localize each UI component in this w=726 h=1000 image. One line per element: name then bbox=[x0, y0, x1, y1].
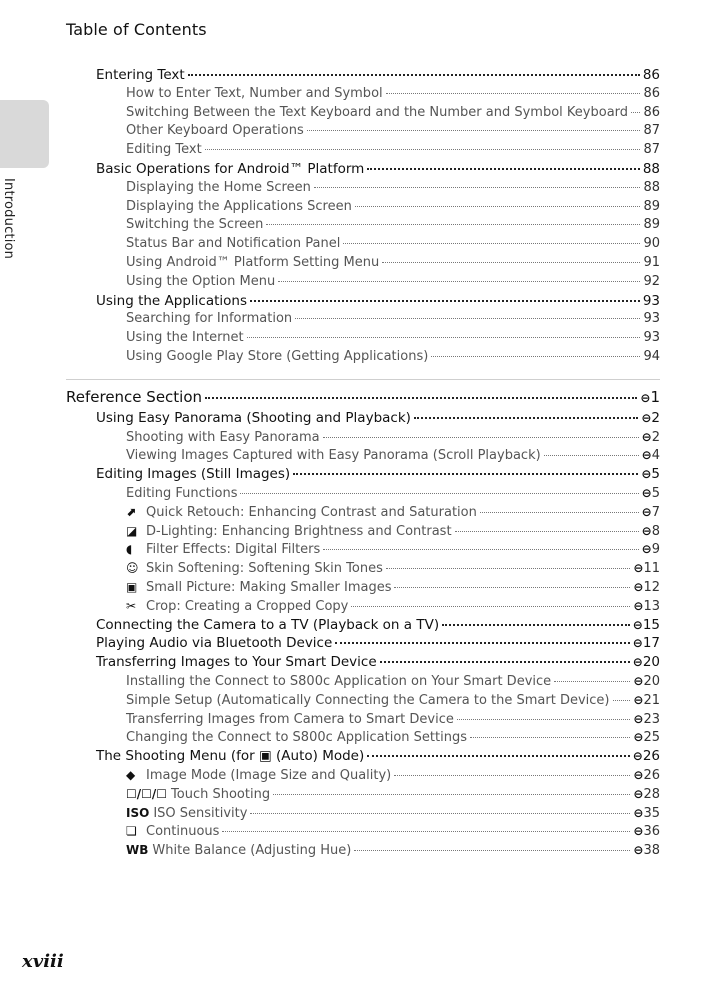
small-picture-icon: ▣ bbox=[126, 580, 138, 594]
toc-entry-page: 88 bbox=[642, 161, 660, 177]
toc-entry-page: 93 bbox=[643, 311, 660, 327]
toc-entry[interactable] bbox=[66, 388, 660, 407]
toc-entry[interactable] bbox=[126, 446, 660, 465]
continuous-icon: ❏ bbox=[126, 824, 137, 839]
iso-icon: ISO bbox=[126, 805, 150, 820]
dot-leader bbox=[307, 130, 641, 131]
section-tab[interactable] bbox=[0, 100, 49, 168]
toc-entry-page: ⊖5 bbox=[641, 466, 660, 483]
dot-leader bbox=[343, 243, 640, 244]
toc-entry-title: Using Easy Panorama (Shooting and Playback) bbox=[96, 409, 411, 426]
toc-entry-page: 88 bbox=[643, 179, 660, 195]
toc-entry-page: ⊖28 bbox=[633, 786, 660, 802]
toc-entry[interactable] bbox=[126, 766, 660, 785]
dot-leader bbox=[247, 337, 641, 338]
toc-entry[interactable] bbox=[126, 691, 660, 710]
reference-section-icon: ⊖ bbox=[633, 561, 643, 576]
toc-entry-title: ISO Sensitivity bbox=[153, 805, 248, 821]
toc-entry-title: Reference Section bbox=[66, 388, 203, 406]
toc-entry-page: 86 bbox=[642, 67, 660, 83]
toc-entry-title: Quick Retouch: Enhancing Contrast and Saturation bbox=[146, 504, 477, 520]
dot-leader bbox=[295, 318, 640, 319]
dot-leader bbox=[354, 850, 630, 851]
toc-entry-page: ⊖38 bbox=[633, 843, 660, 859]
toc-entry[interactable] bbox=[126, 198, 660, 216]
toc-entry-title: Connecting the Camera to a TV (Playback on a TV) bbox=[96, 616, 440, 633]
reference-section-icon: ⊖ bbox=[641, 542, 651, 557]
toc-entry[interactable] bbox=[126, 578, 660, 597]
toc-entry-title: Basic Operations for Android™ Platform bbox=[96, 161, 365, 177]
toc-entry-page: ⊖35 bbox=[633, 805, 660, 821]
toc-entry[interactable] bbox=[126, 785, 660, 804]
toc-entry[interactable] bbox=[126, 310, 660, 328]
toc-entry-title: Using Google Play Store (Getting Applications) bbox=[126, 349, 429, 364]
dot-leader bbox=[380, 661, 630, 663]
toc-entry-page: ⊖7 bbox=[641, 504, 660, 520]
toc-entry-page: ⊖21 bbox=[633, 692, 660, 708]
toc-entry-page: ⊖13 bbox=[633, 598, 660, 614]
reference-section-icon: ⊖ bbox=[633, 843, 643, 858]
toc-entry-title: D-Lighting: Enhancing Brightness and Contrast bbox=[146, 523, 452, 539]
toc-entry[interactable] bbox=[126, 728, 660, 747]
dot-leader bbox=[394, 775, 630, 776]
toc-entry[interactable] bbox=[126, 122, 660, 140]
toc-entry-title: Skin Softening: Softening Skin Tones bbox=[146, 561, 383, 577]
dot-leader bbox=[480, 512, 639, 513]
toc-entry-page: 86 bbox=[643, 104, 660, 120]
toc-entry-page: ⊖2 bbox=[641, 409, 660, 426]
toc-entry-page: ⊖2 bbox=[641, 429, 660, 445]
dot-leader bbox=[394, 587, 630, 588]
toc-entry-title: Using the Internet bbox=[126, 330, 244, 346]
toc-entry-title: Editing Functions bbox=[126, 486, 238, 501]
d-lighting-icon: ◪ bbox=[126, 523, 138, 538]
toc-entry-page: ⊖20 bbox=[633, 674, 660, 689]
toc-entry-title: Switching the Screen bbox=[126, 217, 264, 233]
reference-section-icon: ⊖ bbox=[641, 429, 651, 444]
filter-effects-icon: ◖ bbox=[126, 542, 133, 557]
toc-entry[interactable] bbox=[126, 559, 660, 578]
toc-entry-page: ⊖5 bbox=[641, 486, 660, 501]
dot-leader bbox=[367, 755, 630, 757]
toc-entry-title: Viewing Images Captured with Easy Panorama (Scroll Playback) bbox=[126, 448, 541, 464]
dot-leader bbox=[631, 112, 640, 113]
dot-leader bbox=[414, 417, 638, 419]
toc-entry-title: Shooting with Easy Panorama bbox=[126, 429, 320, 445]
toc-entry-title: Status Bar and Notification Panel bbox=[126, 236, 341, 252]
toc-entry-page: 87 bbox=[643, 123, 660, 139]
toc-entry-page: ⊖23 bbox=[633, 711, 660, 727]
toc-entry-title: Editing Images (Still Images) bbox=[96, 466, 291, 483]
toc-entry-title: Changing the Connect to S800c Application Settings bbox=[126, 730, 467, 746]
dot-leader bbox=[442, 624, 630, 626]
reference-section-icon: ⊖ bbox=[633, 692, 643, 707]
toc-entry-page: ⊖26 bbox=[633, 768, 660, 783]
toc-entry[interactable] bbox=[126, 254, 660, 272]
reference-section-icon: ⊖ bbox=[633, 711, 643, 726]
dot-leader bbox=[273, 794, 630, 795]
reference-section-icon: ⊖ bbox=[641, 504, 651, 519]
dot-leader bbox=[266, 224, 640, 225]
toc-entry[interactable] bbox=[96, 409, 660, 427]
toc-entry[interactable] bbox=[126, 822, 660, 841]
toc-entry[interactable] bbox=[96, 634, 660, 652]
dot-leader bbox=[314, 187, 641, 188]
toc-entry-page: 94 bbox=[643, 349, 660, 364]
reference-section-icon: ⊖ bbox=[632, 655, 642, 670]
toc-entry-title: Other Keyboard Operations bbox=[126, 123, 304, 139]
reference-section-icon: ⊖ bbox=[641, 467, 651, 482]
reference-section-icon: ⊖ bbox=[641, 410, 651, 425]
reference-section-icon: ⊖ bbox=[632, 617, 642, 632]
toc-entry[interactable] bbox=[126, 841, 660, 860]
toc-entry-title: Switching Between the Text Keyboard and the Number and Symbol Keyboard bbox=[126, 104, 629, 120]
quick-retouch-icon: ⬈ bbox=[126, 504, 137, 519]
dot-leader bbox=[222, 831, 630, 832]
toc-entry-title: Crop: Creating a Cropped Copy bbox=[146, 598, 349, 614]
toc-entry-title: Using the Option Menu bbox=[126, 273, 276, 289]
toc-entry-page: ⊖17 bbox=[632, 635, 660, 652]
page-number: xviii bbox=[22, 951, 64, 972]
toc-entry[interactable] bbox=[126, 503, 660, 522]
white-balance-icon: WB bbox=[126, 843, 149, 858]
toc-entry-page: 93 bbox=[642, 292, 660, 309]
toc-entry[interactable] bbox=[126, 329, 660, 347]
toc-entry-title: Editing Text bbox=[126, 142, 202, 158]
toc-entry[interactable] bbox=[126, 484, 660, 503]
dot-leader bbox=[355, 206, 641, 207]
toc-entry[interactable] bbox=[126, 597, 660, 616]
toc-entry[interactable] bbox=[96, 616, 660, 634]
toc-entry-page: ⊖20 bbox=[632, 654, 660, 671]
toc-entry[interactable] bbox=[126, 179, 660, 197]
dot-leader bbox=[470, 737, 630, 738]
toc-entry-title: The Shooting Menu (for ▣ (Auto) Mode) bbox=[96, 748, 365, 765]
dot-leader bbox=[323, 437, 639, 438]
toc-entry-title: Touch Shooting bbox=[171, 786, 271, 802]
toc-entry-page: ⊖8 bbox=[641, 523, 660, 539]
reference-section-icon: ⊖ bbox=[641, 486, 651, 500]
toc-entry-title: Displaying the Applications Screen bbox=[126, 198, 352, 214]
dot-leader bbox=[250, 813, 630, 814]
dot-leader bbox=[386, 93, 641, 94]
toc-entry-title: Filter Effects: Digital Filters bbox=[146, 542, 321, 558]
dot-leader bbox=[382, 262, 640, 263]
toc-entry[interactable] bbox=[126, 235, 660, 253]
dot-leader bbox=[278, 281, 640, 282]
dot-leader bbox=[544, 455, 639, 456]
toc-entry[interactable] bbox=[126, 522, 660, 541]
dot-leader bbox=[455, 531, 639, 532]
dot-leader bbox=[351, 606, 630, 607]
toc-entry-title: Displaying the Home Screen bbox=[126, 179, 311, 195]
toc-entry-page: 89 bbox=[643, 217, 660, 233]
touch-shooting-icon: ☐/☐/☐ bbox=[126, 786, 168, 801]
toc-entry[interactable] bbox=[96, 160, 660, 178]
toc-entry-title: Using the Applications bbox=[96, 292, 247, 309]
toc-entry[interactable] bbox=[96, 653, 660, 671]
toc-entry[interactable] bbox=[126, 141, 660, 159]
reference-section-icon: ⊖ bbox=[641, 523, 651, 538]
section-tab-label: Introduction bbox=[1, 178, 16, 260]
page-title: Table of Contents bbox=[66, 20, 207, 39]
toc-entry-page: ⊖15 bbox=[632, 616, 660, 633]
reference-section-icon: ⊖ bbox=[633, 598, 643, 613]
toc-entry-page: 89 bbox=[643, 198, 660, 214]
section-divider bbox=[66, 379, 660, 380]
reference-section-icon: ⊖ bbox=[633, 824, 643, 839]
toc-entry[interactable] bbox=[126, 273, 660, 291]
toc-entry-page: ⊖9 bbox=[641, 542, 660, 558]
dot-leader bbox=[188, 74, 640, 76]
reference-section-icon: ⊖ bbox=[633, 805, 643, 820]
dot-leader bbox=[386, 568, 631, 569]
toc-entry-title: Searching for Information bbox=[126, 311, 293, 327]
toc-entry-title: White Balance (Adjusting Hue) bbox=[152, 843, 352, 859]
toc-entry-page: ⊖36 bbox=[633, 824, 660, 840]
toc-entry-page: ⊖1 bbox=[640, 388, 660, 406]
toc-entry[interactable] bbox=[126, 348, 660, 366]
toc-entry[interactable] bbox=[96, 465, 660, 483]
toc-entry-title: Installing the Connect to S800c Application on Your Smart Device bbox=[126, 674, 552, 689]
dot-leader bbox=[205, 149, 641, 150]
toc-entry-page: 90 bbox=[643, 236, 660, 252]
toc-entry[interactable] bbox=[96, 66, 660, 84]
toc-entry-title: Transferring Images from Camera to Smart Device bbox=[126, 711, 454, 727]
dot-leader bbox=[613, 700, 631, 701]
toc-entry[interactable] bbox=[126, 216, 660, 234]
reference-section-icon: ⊖ bbox=[633, 580, 643, 594]
toc-entry[interactable] bbox=[96, 747, 660, 765]
toc-entry-page: ⊖25 bbox=[633, 730, 660, 746]
dot-leader bbox=[431, 356, 640, 357]
reference-section-icon: ⊖ bbox=[633, 674, 643, 688]
crop-icon: ✂ bbox=[126, 598, 137, 613]
reference-section-icon: ⊖ bbox=[633, 768, 643, 782]
toc-entry-title: Entering Text bbox=[96, 67, 185, 83]
reference-section-icon: ⊖ bbox=[640, 391, 650, 405]
toc-entry-title: Transferring Images to Your Smart Device bbox=[96, 654, 377, 671]
dot-leader bbox=[293, 473, 638, 475]
reference-section-icon: ⊖ bbox=[633, 730, 643, 745]
toc-entry-title: Simple Setup (Automatically Connecting the Camera to the Smart Device) bbox=[126, 692, 610, 708]
toc-entry-page: ⊖4 bbox=[641, 448, 660, 464]
reference-section-icon: ⊖ bbox=[632, 749, 642, 764]
image-mode-icon: ◆ bbox=[126, 768, 136, 782]
dot-leader bbox=[323, 549, 638, 550]
dot-leader bbox=[240, 493, 638, 494]
toc-entry[interactable] bbox=[126, 710, 660, 729]
toc-entry-title: Continuous bbox=[146, 824, 220, 840]
skin-softening-icon: ☺ bbox=[126, 561, 139, 576]
toc-entry[interactable] bbox=[126, 804, 660, 823]
toc-entry-page: 93 bbox=[643, 330, 660, 346]
toc-entry-title: Image Mode (Image Size and Quality) bbox=[146, 768, 392, 783]
reference-section-icon: ⊖ bbox=[641, 448, 651, 463]
reference-section-icon: ⊖ bbox=[632, 636, 642, 651]
toc-entry-page: 92 bbox=[643, 273, 660, 289]
toc-entry-page: ⊖11 bbox=[633, 561, 660, 577]
dot-leader bbox=[554, 681, 630, 682]
dot-leader bbox=[457, 719, 631, 720]
toc-entry[interactable] bbox=[126, 672, 660, 691]
toc-entry[interactable] bbox=[126, 85, 660, 103]
reference-section-icon: ⊖ bbox=[633, 786, 643, 801]
toc-entry-title: Playing Audio via Bluetooth Device bbox=[96, 635, 333, 652]
toc-entry-title: Using Android™ Platform Setting Menu bbox=[126, 255, 380, 270]
toc-entry[interactable] bbox=[126, 104, 660, 122]
toc-entry-page: ⊖26 bbox=[632, 748, 660, 765]
dot-leader bbox=[250, 300, 640, 302]
toc-entry-title: Small Picture: Making Smaller Images bbox=[146, 580, 392, 595]
dot-leader bbox=[205, 397, 637, 399]
toc-entry-page: 86 bbox=[643, 85, 660, 101]
dot-leader bbox=[367, 168, 640, 170]
toc-entry-title: How to Enter Text, Number and Symbol bbox=[126, 85, 383, 101]
toc-entry-page: 91 bbox=[643, 255, 660, 270]
dot-leader bbox=[335, 642, 629, 644]
toc-entry[interactable] bbox=[126, 540, 660, 559]
toc-entry[interactable] bbox=[126, 428, 660, 447]
toc-entry[interactable] bbox=[96, 292, 660, 310]
toc-entry-page: ⊖12 bbox=[633, 580, 660, 595]
toc-entry-page: 87 bbox=[643, 142, 660, 158]
